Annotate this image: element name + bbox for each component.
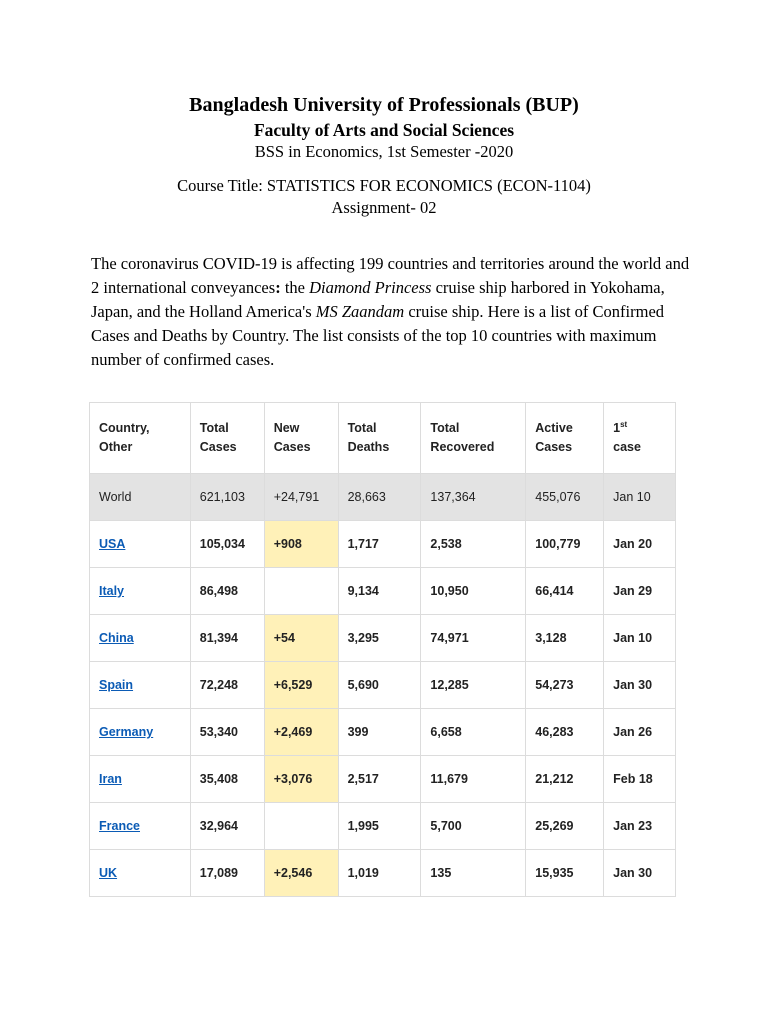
country-link[interactable]: France xyxy=(99,819,140,833)
cell-new-cases: +24,791 xyxy=(264,474,338,521)
cell-total-cases: 53,340 xyxy=(190,709,264,756)
cell-active-cases: 66,414 xyxy=(526,568,604,615)
cell-new-cases: +2,546 xyxy=(264,850,338,897)
cell-new-cases: +54 xyxy=(264,615,338,662)
header-total-cases: Total Cases xyxy=(190,403,264,474)
cell-new-cases: +6,529 xyxy=(264,662,338,709)
header-new-cases: New Cases xyxy=(264,403,338,474)
cell-active-cases: 25,269 xyxy=(526,803,604,850)
cell-first-case: Jan 29 xyxy=(604,568,676,615)
cell-total-deaths: 399 xyxy=(338,709,421,756)
cell-new-cases xyxy=(264,803,338,850)
cell-new-cases xyxy=(264,568,338,615)
cell-first-case: Jan 23 xyxy=(604,803,676,850)
university-title: Bangladesh University of Professionals (BUP) xyxy=(189,94,579,116)
cell-total-deaths: 5,690 xyxy=(338,662,421,709)
intro-text-1: The coronavirus COVID-19 is affecting 199 countries and territories around the world and 2 international conveyances xyxy=(91,254,690,297)
intro-text-4: cruise ship. Here is a list of Confirmed Cases and Deaths by Country. The list consists of the top 10 countries with maximum number of confirmed cases. xyxy=(91,302,665,369)
cell-total-cases: 32,964 xyxy=(190,803,264,850)
cell-country xyxy=(90,803,191,850)
table-row-world xyxy=(90,474,676,521)
cell-first-case: Feb 18 xyxy=(604,756,676,803)
course-title: Course Title: STATISTICS FOR ECONOMICS (ECON-1104) xyxy=(177,176,591,195)
cell-total-cases: 105,034 xyxy=(190,521,264,568)
cell-total-recovered: 12,285 xyxy=(421,662,526,709)
cell-total-cases: 17,089 xyxy=(190,850,264,897)
cell-active-cases: 3,128 xyxy=(526,615,604,662)
cell-total-cases: 621,103 xyxy=(190,474,264,521)
ship-name-ms-zaandam: MS Zaandam xyxy=(315,302,405,321)
country-link[interactable]: UK xyxy=(99,866,118,880)
cell-first-case: Jan 20 xyxy=(604,521,676,568)
cell-country xyxy=(90,662,191,709)
cell-country xyxy=(90,615,191,662)
ship-name-diamond-princess: Diamond Princess xyxy=(309,278,432,297)
cell-total-deaths: 2,517 xyxy=(338,756,421,803)
cell-total-deaths: 28,663 xyxy=(338,474,421,521)
country-link[interactable]: China xyxy=(99,631,134,645)
cell-total-recovered: 74,971 xyxy=(421,615,526,662)
table-row xyxy=(90,756,676,803)
cell-new-cases: +2,469 xyxy=(264,709,338,756)
table-row xyxy=(90,568,676,615)
table-row xyxy=(90,850,676,897)
country-link[interactable]: Spain xyxy=(99,678,134,692)
cell-total-recovered: 6,658 xyxy=(421,709,526,756)
cell-active-cases: 455,076 xyxy=(526,474,604,521)
cell-country xyxy=(90,568,191,615)
cell-total-deaths: 3,295 xyxy=(338,615,421,662)
table-header-row xyxy=(90,403,676,474)
cell-total-recovered: 137,364 xyxy=(421,474,526,521)
cell-new-cases: +3,076 xyxy=(264,756,338,803)
table-row xyxy=(90,803,676,850)
cell-first-case: Jan 26 xyxy=(604,709,676,756)
cell-total-recovered: 10,950 xyxy=(421,568,526,615)
country-link[interactable]: Germany xyxy=(99,725,154,739)
cell-total-recovered: 2,538 xyxy=(421,521,526,568)
cell-first-case: Jan 30 xyxy=(604,850,676,897)
cell-first-case: Jan 10 xyxy=(604,474,676,521)
cell-total-cases: 35,408 xyxy=(190,756,264,803)
table-row xyxy=(90,521,676,568)
country-link[interactable]: Iran xyxy=(99,772,122,786)
cell-total-cases: 86,498 xyxy=(190,568,264,615)
cell-country xyxy=(90,756,191,803)
header-total-deaths: Total Deaths xyxy=(338,403,421,474)
cell-total-recovered: 135 xyxy=(421,850,526,897)
cell-active-cases: 15,935 xyxy=(526,850,604,897)
cell-total-deaths: 1,019 xyxy=(338,850,421,897)
intro-colon: : xyxy=(275,278,281,297)
intro-text-3: cruise ship harbored in Yokohama, Japan, and the Holland America's xyxy=(91,278,665,321)
cell-active-cases: 54,273 xyxy=(526,662,604,709)
country-link[interactable]: Italy xyxy=(99,584,125,598)
cell-active-cases: 21,212 xyxy=(526,756,604,803)
header-active-cases: Active Cases xyxy=(526,403,604,474)
cell-first-case: Jan 10 xyxy=(604,615,676,662)
cell-total-deaths: 1,995 xyxy=(338,803,421,850)
header-country: Country, Other xyxy=(90,403,191,474)
cell-total-cases: 72,248 xyxy=(190,662,264,709)
table-row xyxy=(90,615,676,662)
cell-total-cases: 81,394 xyxy=(190,615,264,662)
intro-text-2: the xyxy=(280,278,310,297)
cell-country xyxy=(90,850,191,897)
cell-new-cases: +908 xyxy=(264,521,338,568)
intro-paragraph xyxy=(91,252,691,372)
assignment-number: Assignment- 02 xyxy=(331,198,437,217)
cell-active-cases: 46,283 xyxy=(526,709,604,756)
program-name: BSS in Economics, 1st Semester -2020 xyxy=(254,142,514,161)
cell-total-recovered: 11,679 xyxy=(421,756,526,803)
cell-total-deaths: 1,717 xyxy=(338,521,421,568)
country-link[interactable]: USA xyxy=(99,537,126,551)
header-first-case: 1st case xyxy=(604,403,676,474)
cell-total-recovered: 5,700 xyxy=(421,803,526,850)
table-row xyxy=(90,662,676,709)
cell-first-case: Jan 30 xyxy=(604,662,676,709)
cell-country xyxy=(90,709,191,756)
header-total-recovered: Total Recovered xyxy=(421,403,526,474)
cell-total-deaths: 9,134 xyxy=(338,568,421,615)
faculty-name: Faculty of Arts and Social Sciences xyxy=(253,120,515,140)
cell-country xyxy=(90,521,191,568)
cell-country: World xyxy=(90,474,191,521)
covid-cases-table xyxy=(89,402,676,897)
cell-active-cases: 100,779 xyxy=(526,521,604,568)
table-row xyxy=(90,709,676,756)
